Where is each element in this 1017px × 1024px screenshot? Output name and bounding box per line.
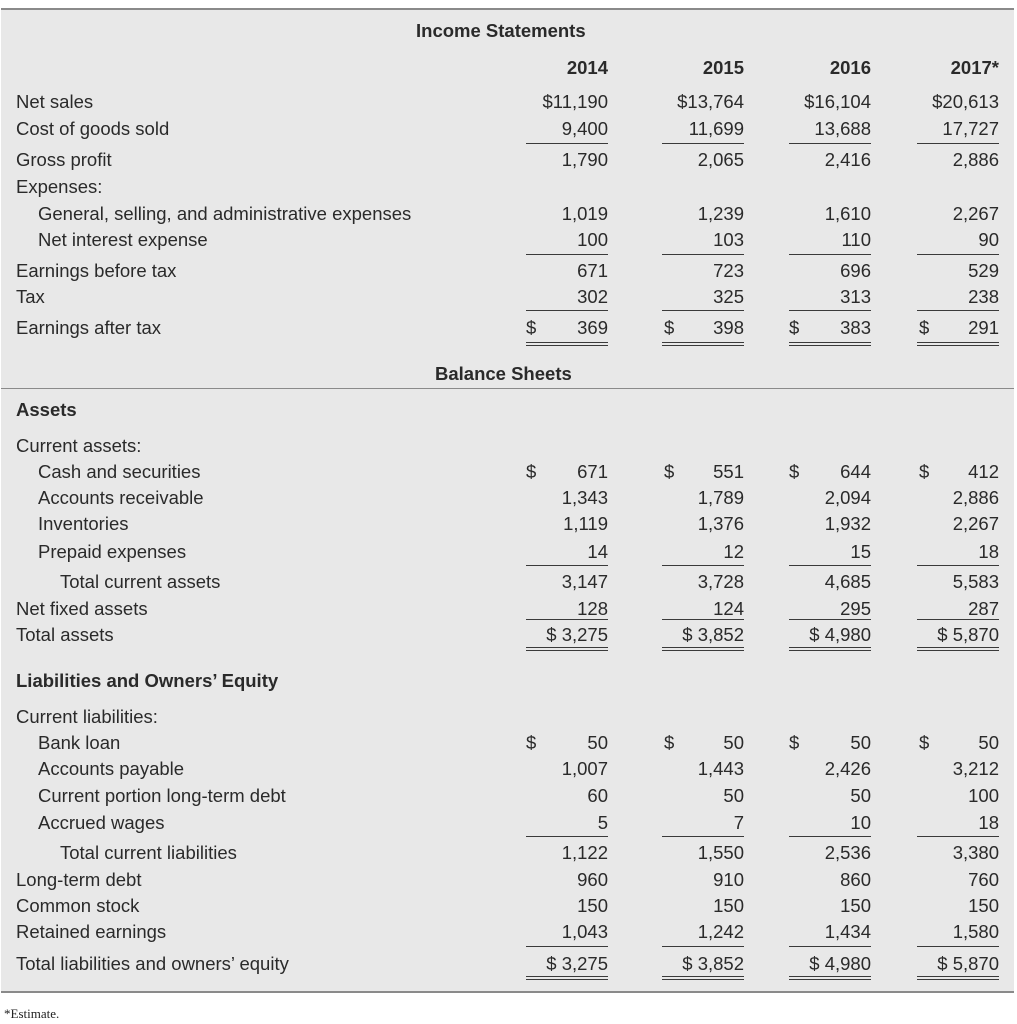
income-statements-title: Income Statements bbox=[416, 20, 586, 41]
value-cell: 551 bbox=[713, 461, 744, 482]
underline bbox=[789, 565, 871, 566]
underline bbox=[662, 619, 744, 620]
row-label: Net fixed assets bbox=[16, 598, 148, 619]
underline bbox=[662, 565, 744, 566]
value-cell: 150 bbox=[840, 895, 871, 916]
value-cell: 14 bbox=[587, 541, 608, 562]
row-label: Total current assets bbox=[60, 571, 221, 592]
value-cell: $ 4,980 bbox=[809, 953, 871, 974]
value-cell: 412 bbox=[968, 461, 999, 482]
value-cell: $ 5,870 bbox=[937, 624, 999, 645]
value-cell: 760 bbox=[968, 869, 999, 890]
value-cell: 671 bbox=[577, 260, 608, 281]
double-underline bbox=[526, 647, 608, 651]
value-cell: 7 bbox=[733, 812, 744, 833]
value-cell: 1,239 bbox=[697, 203, 744, 224]
value-cell: 13,688 bbox=[814, 118, 871, 139]
value-cell: 325 bbox=[713, 286, 744, 307]
double-underline bbox=[789, 342, 871, 346]
currency-symbol: $ bbox=[789, 461, 800, 482]
value-cell: 1,007 bbox=[561, 758, 608, 779]
value-cell: 1,043 bbox=[561, 921, 608, 942]
underline bbox=[917, 836, 999, 837]
value-cell: 50 bbox=[723, 785, 744, 806]
value-cell: $ 3,852 bbox=[682, 953, 744, 974]
row-label: Earnings before tax bbox=[16, 260, 177, 281]
row-label: Tax bbox=[16, 286, 45, 307]
row-label: Total current liabilities bbox=[60, 842, 237, 863]
value-cell: 2,267 bbox=[952, 203, 999, 224]
value-cell: 18 bbox=[978, 812, 999, 833]
row-label: General, selling, and administrative expenses bbox=[38, 203, 412, 224]
value-cell: 150 bbox=[577, 895, 608, 916]
underline bbox=[662, 946, 744, 947]
currency-symbol: $ bbox=[919, 461, 930, 482]
row-label: Cost of goods sold bbox=[16, 118, 170, 139]
value-cell: 723 bbox=[713, 260, 744, 281]
value-cell: 50 bbox=[587, 732, 608, 753]
value-cell: 3,380 bbox=[952, 842, 999, 863]
row-label: Accounts payable bbox=[38, 758, 185, 779]
currency-symbol: $ bbox=[526, 317, 537, 338]
value-cell: 313 bbox=[840, 286, 871, 307]
underline bbox=[526, 565, 608, 566]
value-cell: 50 bbox=[978, 732, 999, 753]
value-cell: 5,583 bbox=[952, 571, 999, 592]
underline bbox=[917, 565, 999, 566]
underline bbox=[789, 619, 871, 620]
row-label: Prepaid expenses bbox=[38, 541, 187, 562]
value-cell: 1,119 bbox=[563, 513, 608, 534]
value-cell: $11,190 bbox=[542, 91, 608, 112]
value-cell: 1,434 bbox=[824, 921, 871, 942]
value-cell: 696 bbox=[840, 260, 871, 281]
value-cell: 1,443 bbox=[697, 758, 744, 779]
row-label: Cash and securities bbox=[38, 461, 201, 482]
underline bbox=[917, 310, 999, 311]
value-cell: 302 bbox=[577, 286, 608, 307]
value-cell: 398 bbox=[713, 317, 744, 338]
value-cell: 2,065 bbox=[697, 149, 744, 170]
double-underline bbox=[662, 647, 744, 651]
row-label: Current liabilities: bbox=[16, 706, 158, 727]
value-cell: 2,536 bbox=[824, 842, 871, 863]
value-cell: 11,699 bbox=[688, 118, 744, 139]
liabilities-heading: Liabilities and Owners’ Equity bbox=[16, 670, 279, 691]
underline bbox=[526, 143, 608, 144]
value-cell: 2,416 bbox=[824, 149, 871, 170]
row-label: Bank loan bbox=[38, 732, 121, 753]
value-cell: $ 3,852 bbox=[682, 624, 744, 645]
currency-symbol: $ bbox=[664, 732, 675, 753]
value-cell: 9,400 bbox=[561, 118, 608, 139]
value-cell: 1,610 bbox=[824, 203, 871, 224]
year-header-cell: 2016 bbox=[829, 57, 871, 78]
value-cell: 90 bbox=[978, 229, 999, 250]
value-cell: $13,764 bbox=[677, 91, 744, 112]
currency-symbol: $ bbox=[919, 732, 930, 753]
currency-symbol: $ bbox=[789, 317, 800, 338]
value-cell: 103 bbox=[713, 229, 744, 250]
value-cell: 12 bbox=[723, 541, 744, 562]
value-cell: 50 bbox=[850, 732, 871, 753]
value-cell: 960 bbox=[577, 869, 608, 890]
underline bbox=[789, 946, 871, 947]
value-cell: 100 bbox=[968, 785, 999, 806]
value-cell: 1,550 bbox=[697, 842, 744, 863]
value-cell: 671 bbox=[577, 461, 608, 482]
value-cell: 1,122 bbox=[561, 842, 608, 863]
row-label: Inventories bbox=[38, 513, 129, 534]
value-cell: 100 bbox=[577, 229, 608, 250]
assets-heading: Assets bbox=[16, 399, 77, 420]
currency-symbol: $ bbox=[919, 317, 930, 338]
value-cell: $20,613 bbox=[932, 91, 999, 112]
value-cell: 1,789 bbox=[697, 487, 744, 508]
row-label: Current portion long-term debt bbox=[38, 785, 286, 806]
row-label: Current assets: bbox=[16, 435, 142, 456]
row-label: Total assets bbox=[16, 624, 114, 645]
row-label: Expenses: bbox=[16, 176, 103, 197]
double-underline bbox=[917, 342, 999, 346]
underline bbox=[526, 619, 608, 620]
value-cell: $ 3,275 bbox=[546, 624, 608, 645]
double-underline bbox=[662, 342, 744, 346]
value-cell: 910 bbox=[713, 869, 744, 890]
value-cell: 18 bbox=[978, 541, 999, 562]
value-cell: 1,790 bbox=[561, 149, 608, 170]
currency-symbol: $ bbox=[664, 461, 675, 482]
value-cell: 128 bbox=[577, 598, 608, 619]
value-cell: $ 4,980 bbox=[809, 624, 871, 645]
value-cell: $ 5,870 bbox=[937, 953, 999, 974]
row-label: Accrued wages bbox=[38, 812, 165, 833]
value-cell: 2,267 bbox=[952, 513, 999, 534]
row-label: Gross profit bbox=[16, 149, 112, 170]
value-cell: $16,104 bbox=[804, 91, 871, 112]
section-divider bbox=[1, 388, 1014, 389]
currency-symbol: $ bbox=[526, 461, 537, 482]
value-cell: 150 bbox=[713, 895, 744, 916]
currency-symbol: $ bbox=[789, 732, 800, 753]
value-cell: 4,685 bbox=[824, 571, 871, 592]
value-cell: 291 bbox=[968, 317, 999, 338]
value-cell: 1,019 bbox=[561, 203, 608, 224]
double-underline bbox=[662, 976, 744, 980]
value-cell: 860 bbox=[840, 869, 871, 890]
value-cell: 2,886 bbox=[952, 149, 999, 170]
value-cell: 383 bbox=[840, 317, 871, 338]
currency-symbol: $ bbox=[664, 317, 675, 338]
row-label: Common stock bbox=[16, 895, 140, 916]
value-cell: 5 bbox=[597, 812, 608, 833]
underline bbox=[662, 143, 744, 144]
row-label: Earnings after tax bbox=[16, 317, 161, 338]
underline bbox=[526, 254, 608, 255]
value-cell: 2,886 bbox=[952, 487, 999, 508]
balance-sheets-title: Balance Sheets bbox=[435, 363, 572, 384]
double-underline bbox=[917, 976, 999, 980]
underline bbox=[789, 836, 871, 837]
value-cell: 150 bbox=[968, 895, 999, 916]
value-cell: 2,094 bbox=[824, 487, 871, 508]
value-cell: 238 bbox=[968, 286, 999, 307]
value-cell: 1,580 bbox=[952, 921, 999, 942]
value-cell: 17,727 bbox=[942, 118, 999, 139]
value-cell: 3,147 bbox=[561, 571, 608, 592]
year-header-cell: 2017* bbox=[950, 57, 999, 78]
value-cell: 50 bbox=[723, 732, 744, 753]
value-cell: $ 3,275 bbox=[546, 953, 608, 974]
underline bbox=[526, 836, 608, 837]
value-cell: 369 bbox=[577, 317, 608, 338]
double-underline bbox=[917, 647, 999, 651]
row-label: Total liabilities and owners’ equity bbox=[16, 953, 289, 974]
value-cell: 1,376 bbox=[697, 513, 744, 534]
footnote: *Estimate. bbox=[4, 1006, 60, 1021]
underline bbox=[917, 946, 999, 947]
value-cell: 644 bbox=[840, 461, 871, 482]
row-label: Retained earnings bbox=[16, 921, 167, 942]
underline bbox=[789, 254, 871, 255]
double-underline bbox=[526, 976, 608, 980]
value-cell: 3,212 bbox=[952, 758, 999, 779]
value-cell: 110 bbox=[841, 229, 871, 250]
value-cell: 15 bbox=[850, 541, 871, 562]
underline bbox=[526, 310, 608, 311]
row-label: Accounts receivable bbox=[38, 487, 204, 508]
double-underline bbox=[789, 976, 871, 980]
value-cell: 1,932 bbox=[824, 513, 871, 534]
underline bbox=[917, 619, 999, 620]
double-underline bbox=[526, 342, 608, 346]
year-header-cell: 2015 bbox=[702, 57, 744, 78]
value-cell: 1,242 bbox=[697, 921, 744, 942]
value-cell: 1,343 bbox=[561, 487, 608, 508]
row-label: Net interest expense bbox=[38, 229, 208, 250]
underline bbox=[917, 254, 999, 255]
underline bbox=[789, 143, 871, 144]
row-label: Net sales bbox=[16, 91, 94, 112]
value-cell: 3,728 bbox=[697, 571, 744, 592]
value-cell: 287 bbox=[968, 598, 999, 619]
underline bbox=[662, 836, 744, 837]
underline bbox=[526, 946, 608, 947]
double-underline bbox=[789, 647, 871, 651]
underline bbox=[662, 310, 744, 311]
value-cell: 10 bbox=[850, 812, 871, 833]
value-cell: 50 bbox=[850, 785, 871, 806]
underline bbox=[662, 254, 744, 255]
currency-symbol: $ bbox=[526, 732, 537, 753]
row-label: Long-term debt bbox=[16, 869, 142, 890]
underline bbox=[789, 310, 871, 311]
value-cell: 2,426 bbox=[824, 758, 871, 779]
value-cell: 124 bbox=[713, 598, 744, 619]
value-cell: 529 bbox=[968, 260, 999, 281]
year-header-cell: 2014 bbox=[566, 57, 608, 78]
underline bbox=[917, 143, 999, 144]
value-cell: 295 bbox=[840, 598, 871, 619]
value-cell: 60 bbox=[587, 785, 608, 806]
